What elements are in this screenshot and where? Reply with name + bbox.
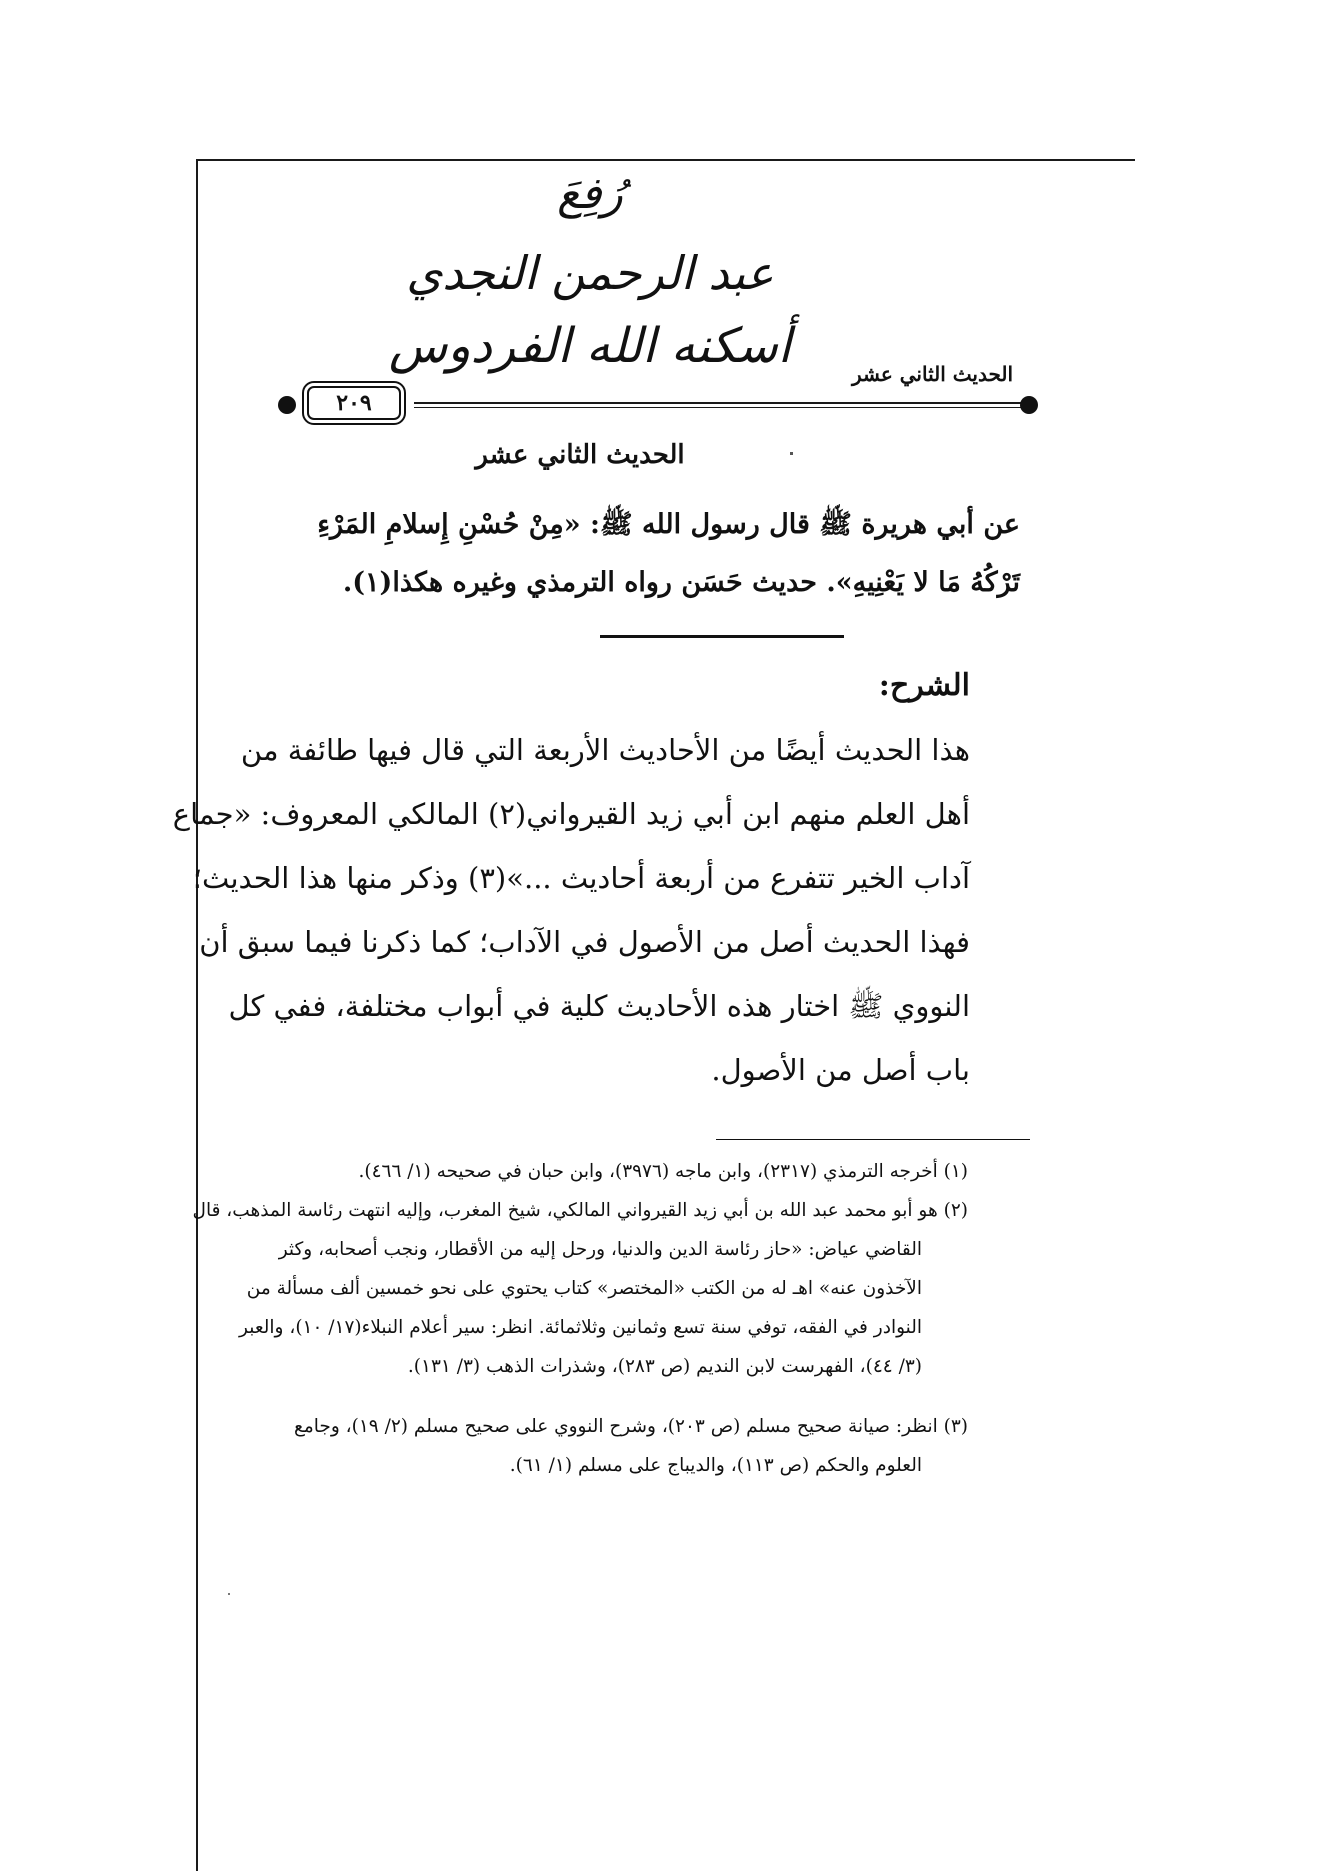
page-frame-left-rule xyxy=(196,160,198,1871)
seal-line-1: رُفِعَ xyxy=(557,168,623,219)
footnote-line: الآخذون عنه» اهـ له من الكتب «المختصر» كتاب يحتوي على نحو خمسين ألف مسألة من xyxy=(246,1278,922,1299)
page-number-label: ٢٠٩ xyxy=(336,390,372,416)
commentary-line: باب أصل من الأصول. xyxy=(711,1053,970,1087)
hadith-text-line-1: عن أبي هريرة ﷺ قال رسول الله ﷺ: «مِنْ حُسْنِ إِسلامِ المَرْءِ xyxy=(317,509,1020,540)
hadith-title: الحديث الثاني عشر xyxy=(475,440,685,470)
header-rule-thin xyxy=(414,407,1026,408)
header-rule xyxy=(414,402,1026,404)
hadith-text-line-2: تَرْكُهُ مَا لا يَعْنِيهِ». حديث حَسَن رواه الترمذي وغيره هكذا(١). xyxy=(342,567,1020,598)
footnote-separator xyxy=(716,1139,1030,1140)
commentary-line: آداب الخير تتفرع من أربعة أحاديث ...»(٣) وذكر منها هذا الحديث؛ xyxy=(192,861,970,895)
footnote-line: القاضي عياض: «حاز رئاسة الدين والدنيا، ورحل إليه من الأقطار، ونجب أصحابه، وكثر xyxy=(278,1239,922,1260)
footnote-line: العلوم والحكم (ص ١١٣)، والديباج على مسلم (١/ ٦١). xyxy=(509,1455,922,1476)
commentary-heading: الشرح: xyxy=(878,668,970,703)
running-head: الحديث الثاني عشر xyxy=(851,362,1013,386)
footnote-line: (٢) هو أبو محمد عبد الله بن أبي زيد القيرواني المالكي، شيخ المغرب، وإليه انتهت رئاسة المذهب، قال xyxy=(192,1200,968,1221)
footnote-line: (١) أخرجه الترمذي (٢٣١٧)، وابن ماجه (٣٩٧٦)، وابن حبان في صحيحه (١/ ٤٦٦). xyxy=(358,1161,968,1182)
page-number xyxy=(302,381,406,425)
commentary-line: هذا الحديث أيضًا من الأحاديث الأربعة التي قال فيها طائفة من xyxy=(240,733,970,767)
footnote-line: (٣/ ٤٤)، الفهرست لابن النديم (ص ٢٨٣)، وشذرات الذهب (٣/ ١٣١). xyxy=(407,1356,922,1377)
commentary-line: فهذا الحديث أصل من الأصول في الآداب؛ كما ذكرنا فيما سبق أن xyxy=(199,925,970,959)
footnote-line: (٣) انظر: صيانة صحيح مسلم (ص ٢٠٣)، وشرح النووي على صحيح مسلم (٢/ ١٩)، وجامع xyxy=(294,1416,968,1437)
ornament-dot-left xyxy=(278,396,296,414)
commentary-line: أهل العلم منهم ابن أبي زيد القيرواني(٢) المالكي المعروف: «جماع xyxy=(172,797,970,831)
ornament-dot-right xyxy=(1020,396,1038,414)
seal-line-2: عبد الرحمن النجدي xyxy=(406,246,774,300)
print-speck xyxy=(228,1593,230,1595)
commentary-line: النووي ﷺ اختار هذه الأحاديث كلية في أبواب مختلفة، ففي كل xyxy=(228,989,970,1023)
calligraphy-seal xyxy=(380,168,800,408)
seal-line-3: أسكنه الله الفردوس xyxy=(388,318,792,374)
page-frame-top-rule xyxy=(196,159,1135,161)
section-separator xyxy=(600,635,844,638)
footnote-line: النوادر في الفقه، توفي سنة تسع وثمانين وثلاثمائة. انظر: سير أعلام النبلاء(١٧/ ١٠)، والعبر xyxy=(239,1317,922,1338)
